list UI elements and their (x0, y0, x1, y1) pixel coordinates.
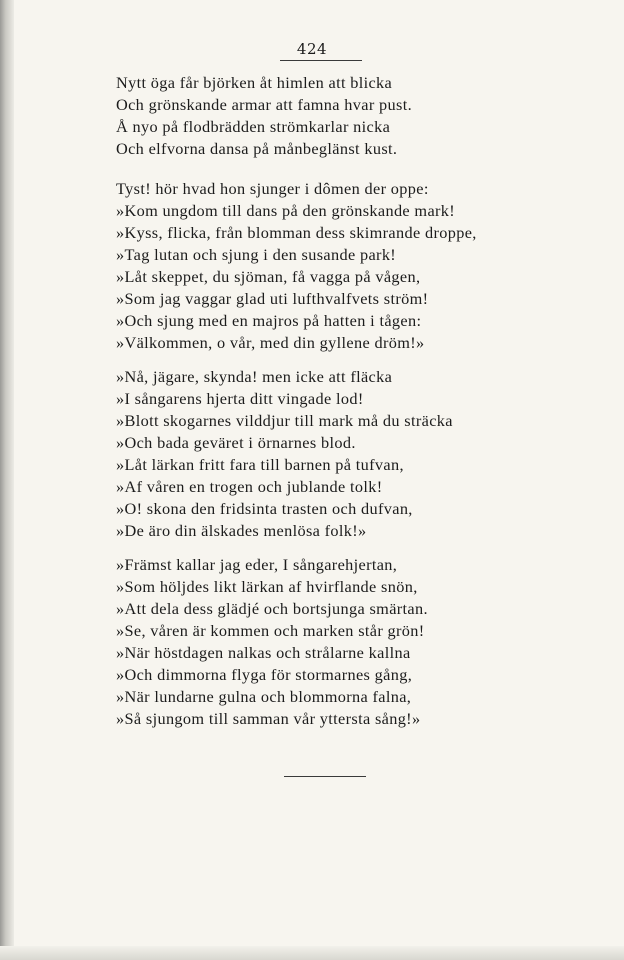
stanza-2 (116, 178, 536, 354)
poem-line: »När lundarne gulna och blommorna falna, (116, 687, 412, 706)
poem-line: »O! skona den fridsinta trasten och dufvan, (116, 499, 413, 518)
poem-line: »Att dela dess glädjé och bortsjunga smärtan. (116, 599, 428, 618)
poem-line: »Välkommen, o vår, med din gyllene dröm!» (116, 333, 425, 352)
stanza-4 (116, 554, 536, 730)
poem-line: »Och bada geväret i örnarnes blod. (116, 433, 356, 452)
poem-line: »Blott skogarnes vilddjur till mark må du sträcka (116, 411, 453, 430)
poem-line: »Kyss, flicka, från blomman dess skimrande droppe, (116, 223, 477, 242)
page-number: 424 (296, 40, 328, 58)
poem-line: Nytt öga får björken åt himlen att blicka (116, 73, 393, 92)
poem-line: »Och sjung med en majros på hatten i tågen: (116, 311, 422, 330)
poem-line: »Kom ungdom till dans på den grönskande mark! (116, 201, 456, 220)
poem-line: Å nyo på flodbrädden strömkarlar nicka (116, 117, 391, 136)
page-left-edge (0, 0, 14, 960)
stanza-1 (116, 72, 536, 160)
poem-line: »Främst kallar jag eder, I sångarehjertan, (116, 555, 398, 574)
page-bottom-edge (0, 946, 624, 960)
poem-line: »Låt lärkan fritt fara till barnen på tufvan, (116, 455, 404, 474)
poem-line: »Så sjungom till samman vår yttersta sång!» (116, 709, 421, 728)
poem-line: »Och dimmorna flyga för stormarnes gång, (116, 665, 413, 684)
poem-line: »Låt skeppet, du sjöman, få vagga på vågen, (116, 267, 421, 286)
poem-line: Och grönskande armar att famna hvar pust. (116, 95, 413, 114)
poem-line: »Som jag vaggar glad uti lufthvalfvets ström! (116, 289, 429, 308)
poem-line: »Se, våren är kommen och marken står grön! (116, 621, 425, 640)
poem-line: »Af våren en trogen och jublande tolk! (116, 477, 383, 496)
poem-line: »Nå, jägare, skynda! men icke att fläcka (116, 367, 393, 386)
poem-line: »Tag lutan och sjung i den susande park! (116, 245, 397, 264)
poem-line: »I sångarens hjerta ditt vingade lod! (116, 389, 364, 408)
poem-line: Och elfvorna dansa på månbeglänst kust. (116, 139, 398, 158)
poem-line: »De äro din älskades menlösa folk!» (116, 521, 367, 540)
poem-line: Tyst! hör hvad hon sjunger i dômen der oppe: (116, 179, 429, 198)
poem-line: »När höstdagen nalkas och strålarne kallna (116, 643, 411, 662)
header-rule (280, 60, 362, 61)
poem-line: »Som höljdes likt lärkan af hvirflande snön, (116, 577, 418, 596)
end-rule (284, 776, 366, 777)
stanza-3 (116, 366, 536, 542)
